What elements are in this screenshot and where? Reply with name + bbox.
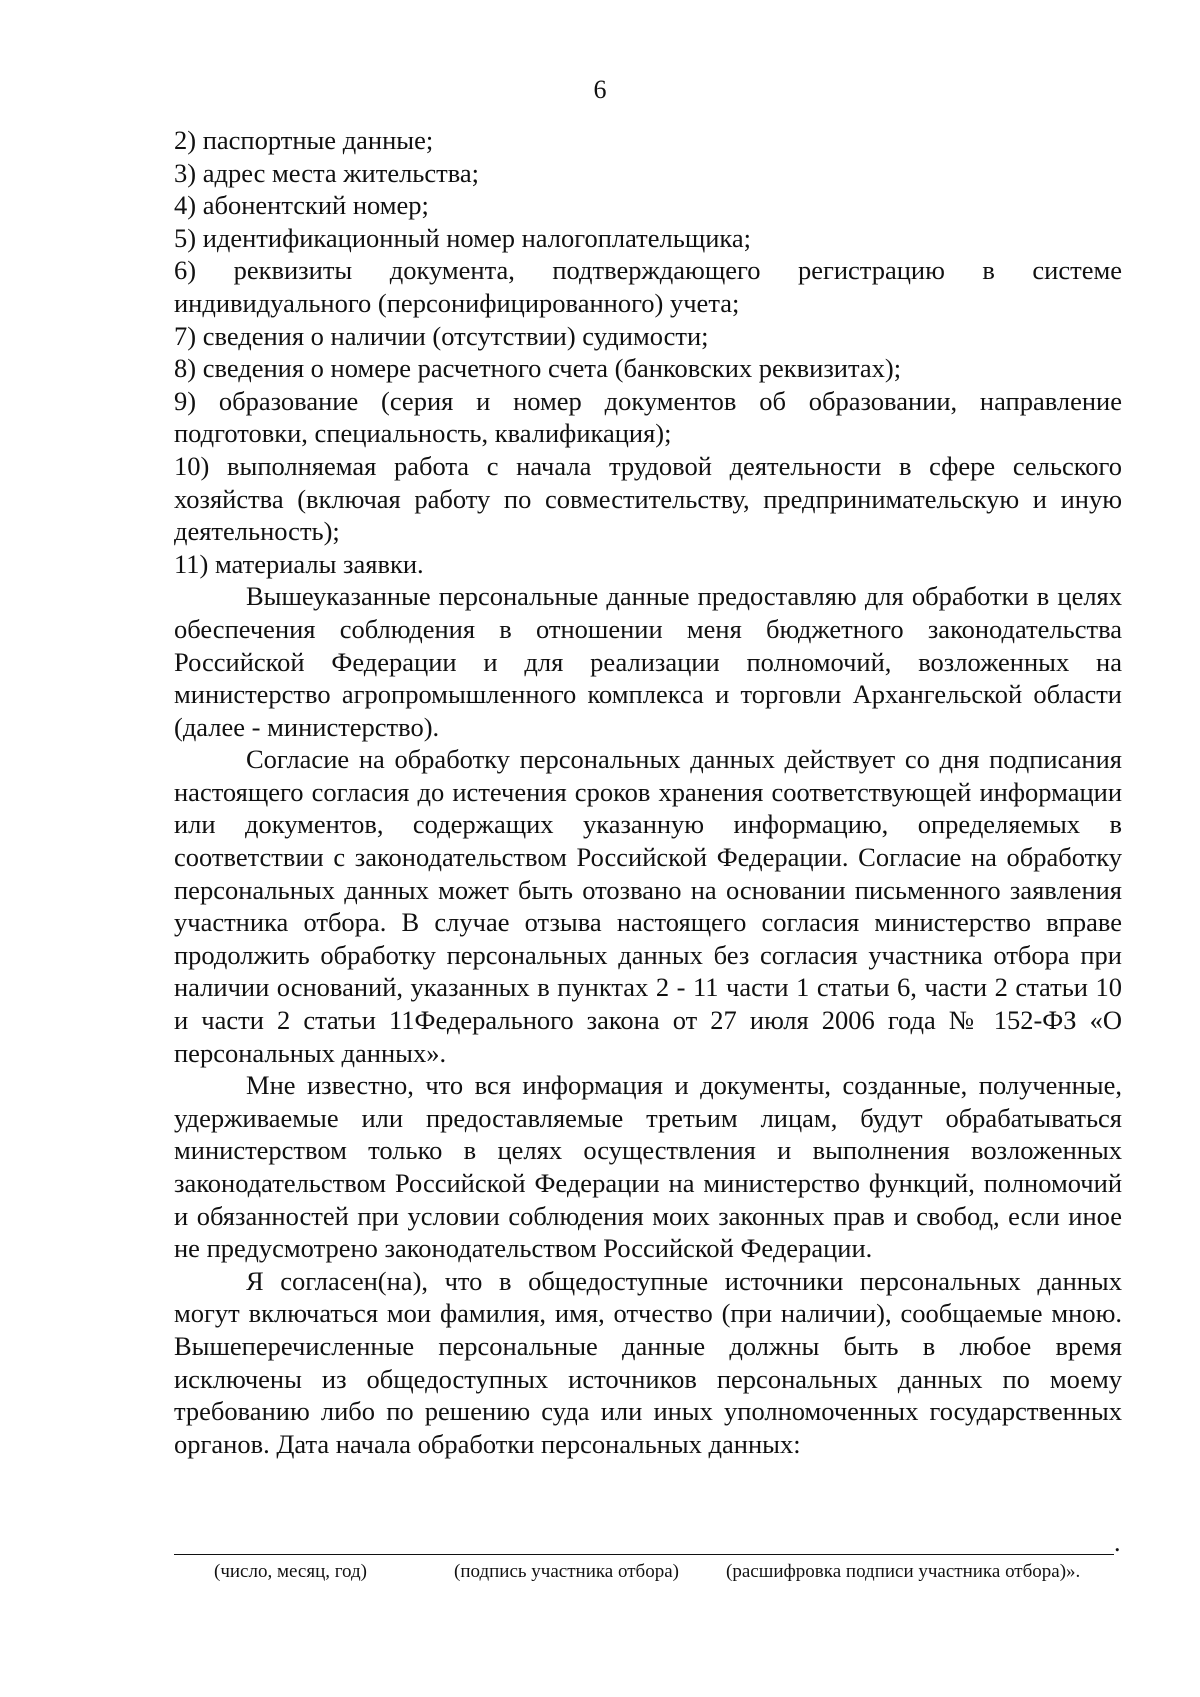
list-item: 7) сведения о наличии (отсутствии) судимости; bbox=[174, 320, 709, 351]
list-item: 4) абонентский номер; bbox=[174, 190, 429, 221]
name-caption: (расшифровка подписи участника отбора)». bbox=[726, 1561, 1081, 1582]
list-item: 5) идентификационный номер налогоплательщика; bbox=[174, 222, 752, 253]
date-caption: (число, месяц, год) bbox=[214, 1561, 368, 1582]
document-body bbox=[174, 124, 1122, 1460]
paragraph-public-sources: Я согласен(на), что в общедоступные источники персональных данных могут включаться мои фамилия, имя, отчество (при наличии), сообщаемые мною. Вышеперечисленные персональные данные должны быть в любое время исключены из общедоступных источников персональных данных по моему требованию либо по решению суда или иных уполномоченных государственных органов. Дата начала обработки персональных данных: bbox=[174, 1265, 1122, 1459]
signature-line-end-mark: . bbox=[1114, 1528, 1121, 1557]
paragraph-purpose: Вышеуказанные персональные данные предоставляю для обработки в целях обеспечения соблюдения в отношении меня бюджетного законодательства Российской Федерации и для реализации полномочий, возложенных на министерство агропромышленного комплекса и торговли Архангельской области (далее - министерство). bbox=[174, 581, 1122, 742]
signature-line bbox=[174, 1554, 1114, 1555]
list-item: 6) реквизиты документа, подтверждающего регистрацию в системе индивидуального (персонифицированного) учета; bbox=[174, 255, 1122, 318]
list-item: 3) адрес места жительства; bbox=[174, 157, 480, 188]
page-number: 6 bbox=[593, 75, 607, 104]
signature-caption: (подпись участника отбора) bbox=[454, 1561, 679, 1582]
list-item: 11) материалы заявки. bbox=[174, 548, 424, 579]
list-item: 2) паспортные данные; bbox=[174, 125, 434, 155]
list-item: 8) сведения о номере расчетного счета (банковских реквизитах); bbox=[174, 353, 902, 384]
list-item: 10) выполняемая работа с начала трудовой деятельности в сфере сельского хозяйства (включая работу по совместительству, предпринимательскую и иную деятельность); bbox=[174, 450, 1122, 547]
paragraph-consent-term: Согласие на обработку персональных данных действует со дня подписания настоящего согласия до истечения сроков хранения соответствующей информации или документов, содержащих указанную информацию, определяемых в соответствии с законодательством Российской Федерации. Согласие на обработку персональных данных может быть отозвано на основании письменного заявления участника отбора. В случае отзыва настоящего согласия министерство вправе продолжить обработку персональных данных без согласия участника отбора при наличии оснований, указанных в пунктах 2 - 11 части 1 статьи 6, части 2 статьи 10 и части 2 статьи 11Федерального закона от 27 июля 2006 года № 152-ФЗ «О персональных данных». bbox=[174, 744, 1122, 1068]
list-item: 9) образование (серия и номер документов об образовании, направление подготовки, специальность, квалификация); bbox=[174, 385, 1122, 449]
paragraph-awareness: Мне известно, что вся информация и документы, созданные, полученные, удерживаемые или предоставляемые третьим лицам, будут обрабатываться министерством только в целях осуществления и выполнения возложенных законодательством Российской Федерации на министерство функций, полномочий и обязанностей при условии соблюдения моих законных прав и свобод, если иное не предусмотрено законодательством Российской Федерации. bbox=[174, 1070, 1122, 1264]
